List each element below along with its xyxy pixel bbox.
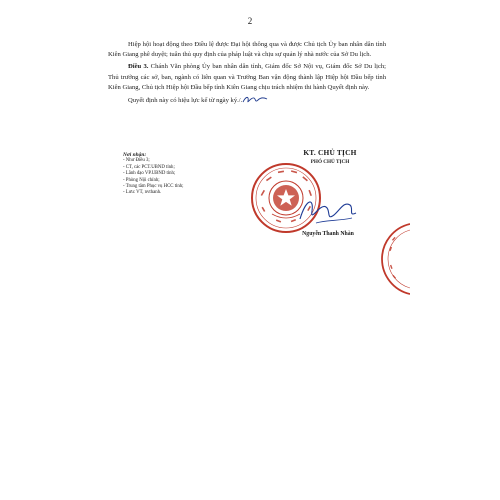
recipient-item: - Như Điều 3;	[123, 158, 150, 164]
recipient-item: - CT, các PCT.UBND tỉnh;	[123, 164, 175, 170]
signer-title: KT. CHỦ TỊCH	[303, 148, 357, 157]
recipient-item: - Phòng Nội chính;	[123, 177, 160, 183]
recipient-item: - Lưu: VT, nvthanh.	[123, 190, 162, 196]
page-number: 2	[247, 16, 253, 26]
signer-name: Nguyễn Thanh Nhàn	[302, 231, 354, 237]
recipient-item: - Trung tâm Phục vụ HCC tỉnh;	[123, 184, 184, 190]
paragraph-article-3: Điều 3. Chánh Văn phòng Ủy ban nhân dân tỉnh, Giám đốc Sở Nội vụ, Giám đốc Sở Du lịch; Thủ trưởng các sở, ban, ngành có liên quan và Trưởng Ban vận động thành lập Hiệp hội Đầu bếp tỉnh Kiên Giang, Chủ tịch Hiệp hội Đầu bếp tỉnh Kiên Giang chịu trách nhiệm thi hành Quyết định này.	[108, 63, 387, 92]
handwritten-signature	[296, 193, 360, 229]
signer-subtitle: PHÓ CHỦ TỊCH	[310, 159, 350, 165]
article-3-heading: Điều 3.	[128, 63, 149, 71]
recipients-block	[123, 152, 263, 197]
initials-mark	[242, 95, 268, 105]
recipients-label: Nơi nhận:	[123, 152, 147, 158]
document-body	[108, 40, 386, 108]
paragraph-effective-date: Quyết định này có hiệu lực kể từ ngày ký./.	[108, 95, 386, 106]
seal-stamp-edge-icon	[380, 222, 410, 296]
recipients-list	[123, 158, 263, 196]
paragraph-association-operation: Hiệp hội hoạt động theo Điều lệ được Đại hội thông qua và được Chủ tịch Ủy ban nhân dân tỉnh Kiên Giang phê duyệt; tuân thủ quy định của pháp luật và chịu sự quản lý nhà nước của Sở Du lịch.	[108, 41, 386, 59]
recipient-item: - Lãnh đạo VP.UBND tỉnh;	[123, 171, 176, 177]
